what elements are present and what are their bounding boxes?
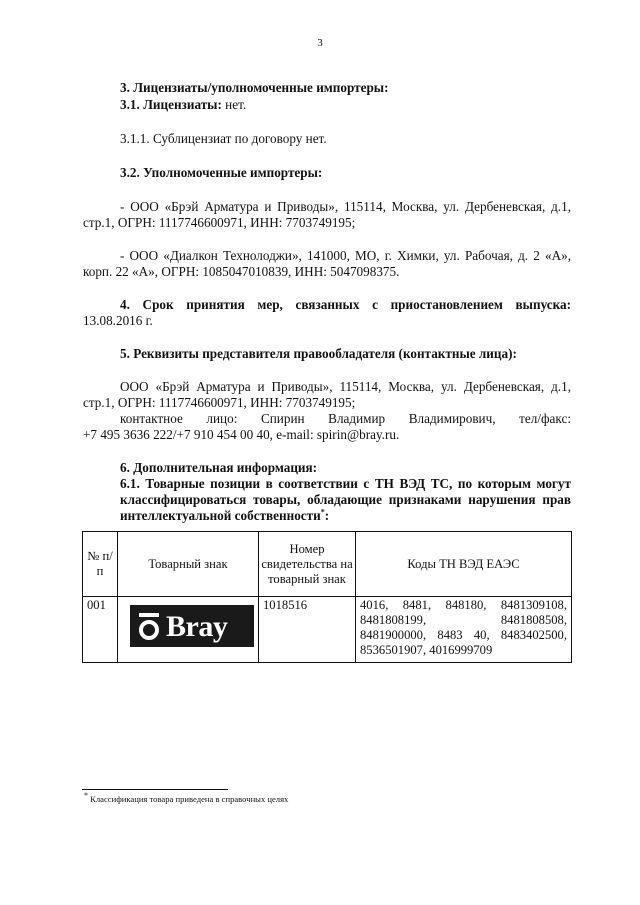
contact-line-4: +7 495 3636 222/+7 910 454 00 40, e-mail: spirin@bray.ru.	[83, 427, 400, 442]
footnote-marker: *	[84, 791, 88, 801]
bray-mark-icon	[136, 611, 162, 641]
importer-2-line-1: - ООО «Диалкон Технолоджи», 141000, МО, г. Химки, ул. Рабочая, д. 2 «А»,	[120, 248, 571, 263]
header-codes: Коды ТН ВЭД ЕАЭС	[356, 532, 572, 597]
page-number: 3	[317, 37, 323, 49]
section-6-1-line-1: 6.1. Товарные позиции в соответствии с ТН ВЭД ТС, по которым могут	[120, 476, 571, 491]
contact-line-2: стр.1, ОГРН: 1117746600971, ИНН: 7703749195;	[83, 395, 356, 410]
licensees-label: 3.1. Лицензиаты:	[120, 97, 222, 112]
codes-line-2: 8481808199, 8481808508,	[360, 613, 567, 627]
importer-1-line-1: - ООО «Брэй Арматура и Приводы», 115114, Москва, ул. Дербеневская, д.1,	[120, 199, 571, 214]
section-6-1-line-2: классифицироваться товары, обладающие признаками нарушения прав	[120, 492, 571, 507]
importer-2-line-2: корп. 22 «А», ОГРН: 1085047010839, ИНН: 5047098375.	[83, 264, 400, 279]
trademark-cell	[118, 597, 259, 663]
bray-logo-text: Bray	[166, 609, 228, 643]
row-num: 001	[83, 597, 118, 663]
contact-line-1: ООО «Брэй Арматура и Приводы», 115114, Москва, ул. Дербеневская, д.1,	[120, 379, 571, 394]
section-3-heading: 3. Лицензиаты/уполномоченные импортеры:	[120, 80, 389, 95]
row-certificate: 1018516	[259, 597, 356, 663]
section-5-heading: 5. Реквизиты представителя правообладателя (контактные лица):	[120, 346, 517, 361]
header-certificate: Номер свидетельства на товарный знак	[259, 532, 356, 597]
footnote	[84, 791, 289, 805]
footnote-text: Классификация товара приведена в справочных целях	[88, 794, 289, 804]
codes-line-3: 8481900000, 8483 40, 8483402500,	[360, 628, 567, 642]
bray-logo	[130, 605, 254, 647]
importers-heading: 3.2. Уполномоченные импортеры:	[120, 165, 323, 180]
section-4-line-1: 4. Срок принятия мер, связанных с приостановлением выпуска:	[120, 297, 571, 312]
section-6-1-colon: :	[324, 508, 330, 523]
table-header-row	[83, 532, 572, 597]
sublicensee-line: 3.1.1. Сублицензиат по договору нет.	[120, 131, 327, 146]
section-4-date: 13.08.2016 г.	[83, 313, 153, 328]
row-codes	[356, 597, 572, 663]
header-trademark: Товарный знак	[118, 532, 259, 597]
codes-line-4: 8536501907, 4016999709	[360, 643, 493, 657]
footnote-mark: *	[320, 507, 325, 517]
codes-line-1: 4016, 8481, 848180, 8481309108,	[360, 598, 567, 612]
licensees-line	[120, 97, 246, 113]
section-6-1-text: интеллектуальной собственности	[120, 508, 321, 523]
licensees-value: нет.	[221, 97, 247, 112]
codes-table	[82, 531, 572, 663]
contact-line-3: контактное лицо: Спирин Владимир Владимирович, тел/факс:	[120, 411, 571, 426]
header-num: № п/п	[83, 532, 118, 597]
section-6-heading: 6. Дополнительная информация:	[120, 460, 318, 475]
section-6-1-line-3	[120, 508, 329, 524]
table-row	[83, 597, 572, 663]
importer-1-line-2: стр.1, ОГРН: 1117746600971, ИНН: 7703749195;	[83, 215, 356, 230]
footnote-divider	[82, 789, 228, 790]
